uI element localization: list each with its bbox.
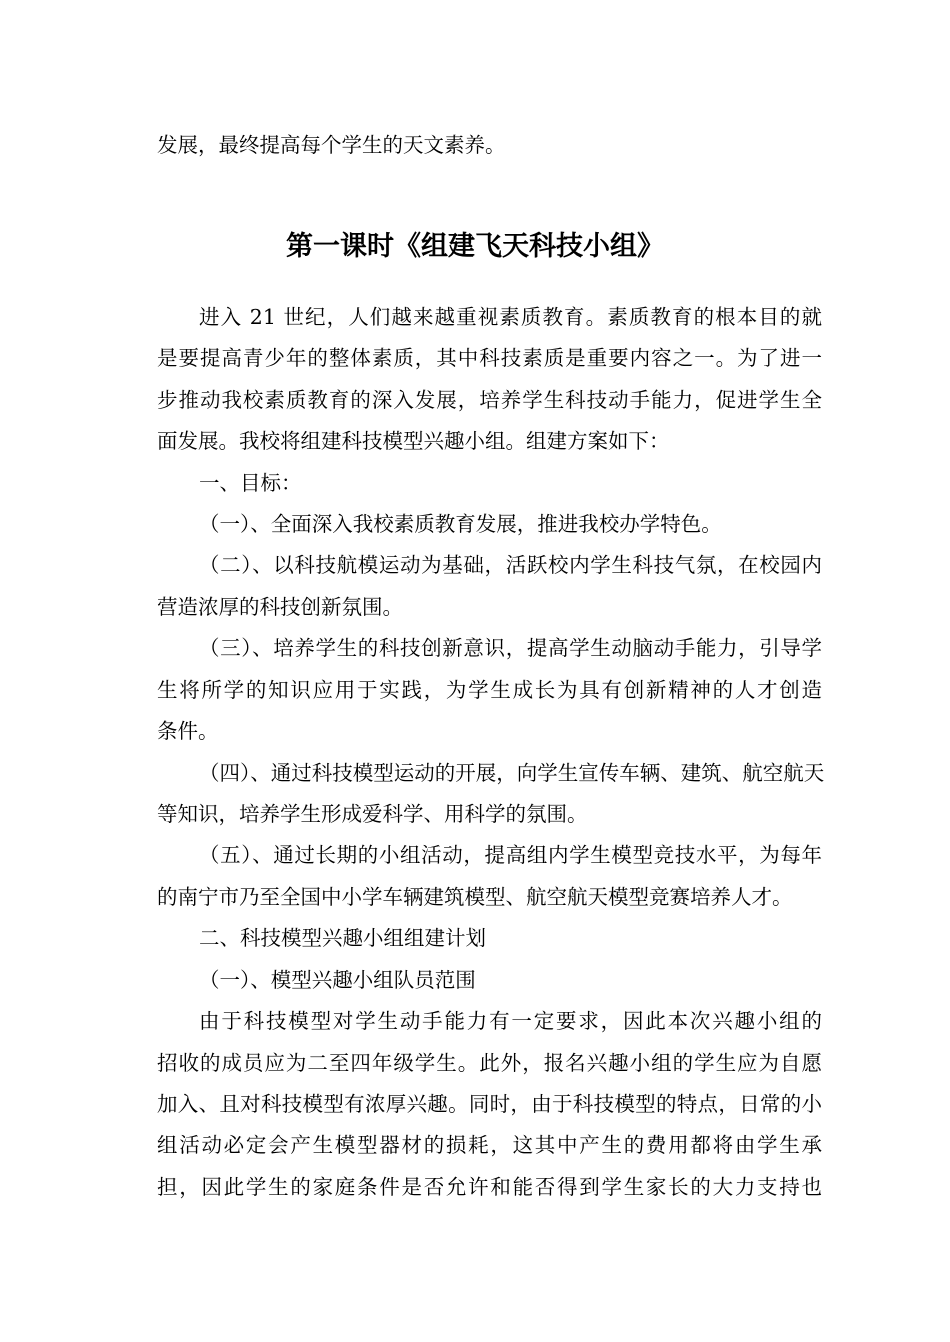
text-line: 步推动我校素质教育的深入发展，培养学生科技动手能力，促进学生全 [157, 388, 822, 412]
text-line: （五）、通过长期的小组活动，提高组内学生模型竞技水平，为每年 [199, 843, 822, 867]
text-line: 担，因此学生的家庭条件是否允许和能否得到学生家长的大力支持也 [157, 1175, 822, 1199]
text-line: 等知识，培养学生形成爱科学、用科学的氛围。 [157, 802, 588, 826]
text-line: 进入 21 世纪，人们越来越重视素质教育。素质教育的根本目的就 [199, 305, 822, 329]
text-line: 条件。 [157, 719, 219, 743]
text-line: 生将所学的知识应用于实践，为学生成长为具有创新精神的人才创造 [157, 678, 822, 702]
text-line: 面发展。我校将组建科技模型兴趣小组。组建方案如下： [157, 429, 670, 453]
goals-heading: 一、目标： [199, 471, 302, 495]
text-line: 由于科技模型对学生动手能力有一定要求，因此本次兴趣小组的 [199, 1009, 822, 1033]
text-line: 招收的成员应为二至四年级学生。此外，报名兴趣小组的学生应为自愿 [157, 1051, 822, 1075]
text-line: 是要提高青少年的整体素质，其中科技素质是重要内容之一。为了进一 [157, 346, 822, 370]
plan-heading: 二、科技模型兴趣小组组建计划 [199, 926, 486, 950]
text-line: 加入、且对科技模型有浓厚兴趣。同时，由于科技模型的特点，日常的小 [157, 1092, 822, 1116]
text-line: 营造浓厚的科技创新氛围。 [157, 595, 403, 619]
goal-item-1: （一）、全面深入我校素质教育发展，推进我校办学特色。 [199, 512, 722, 536]
text-line: 组活动必定会产生模型器材的损耗，这其中产生的费用都将由学生承 [157, 1133, 822, 1157]
section-title: 第一课时《组建飞天科技小组》 [286, 231, 664, 262]
text-line: （三）、培养学生的科技创新意识，提高学生动脑动手能力，引导学 [199, 636, 822, 660]
text-line: （四）、通过科技模型运动的开展，向学生宣传车辆、建筑、航空航天 [199, 761, 825, 785]
plan-subheading-1: （一）、模型兴趣小组队员范围 [199, 968, 476, 992]
text-line: 的南宁市乃至全国中小学车辆建筑模型、航空航天模型竞赛培养人才。 [157, 885, 793, 909]
intro-tail-line: 发展，最终提高每个学生的天文素养。 [157, 133, 506, 157]
text-line: （二）、以科技航模运动为基础，活跃校内学生科技气氛，在校园内 [199, 553, 822, 577]
